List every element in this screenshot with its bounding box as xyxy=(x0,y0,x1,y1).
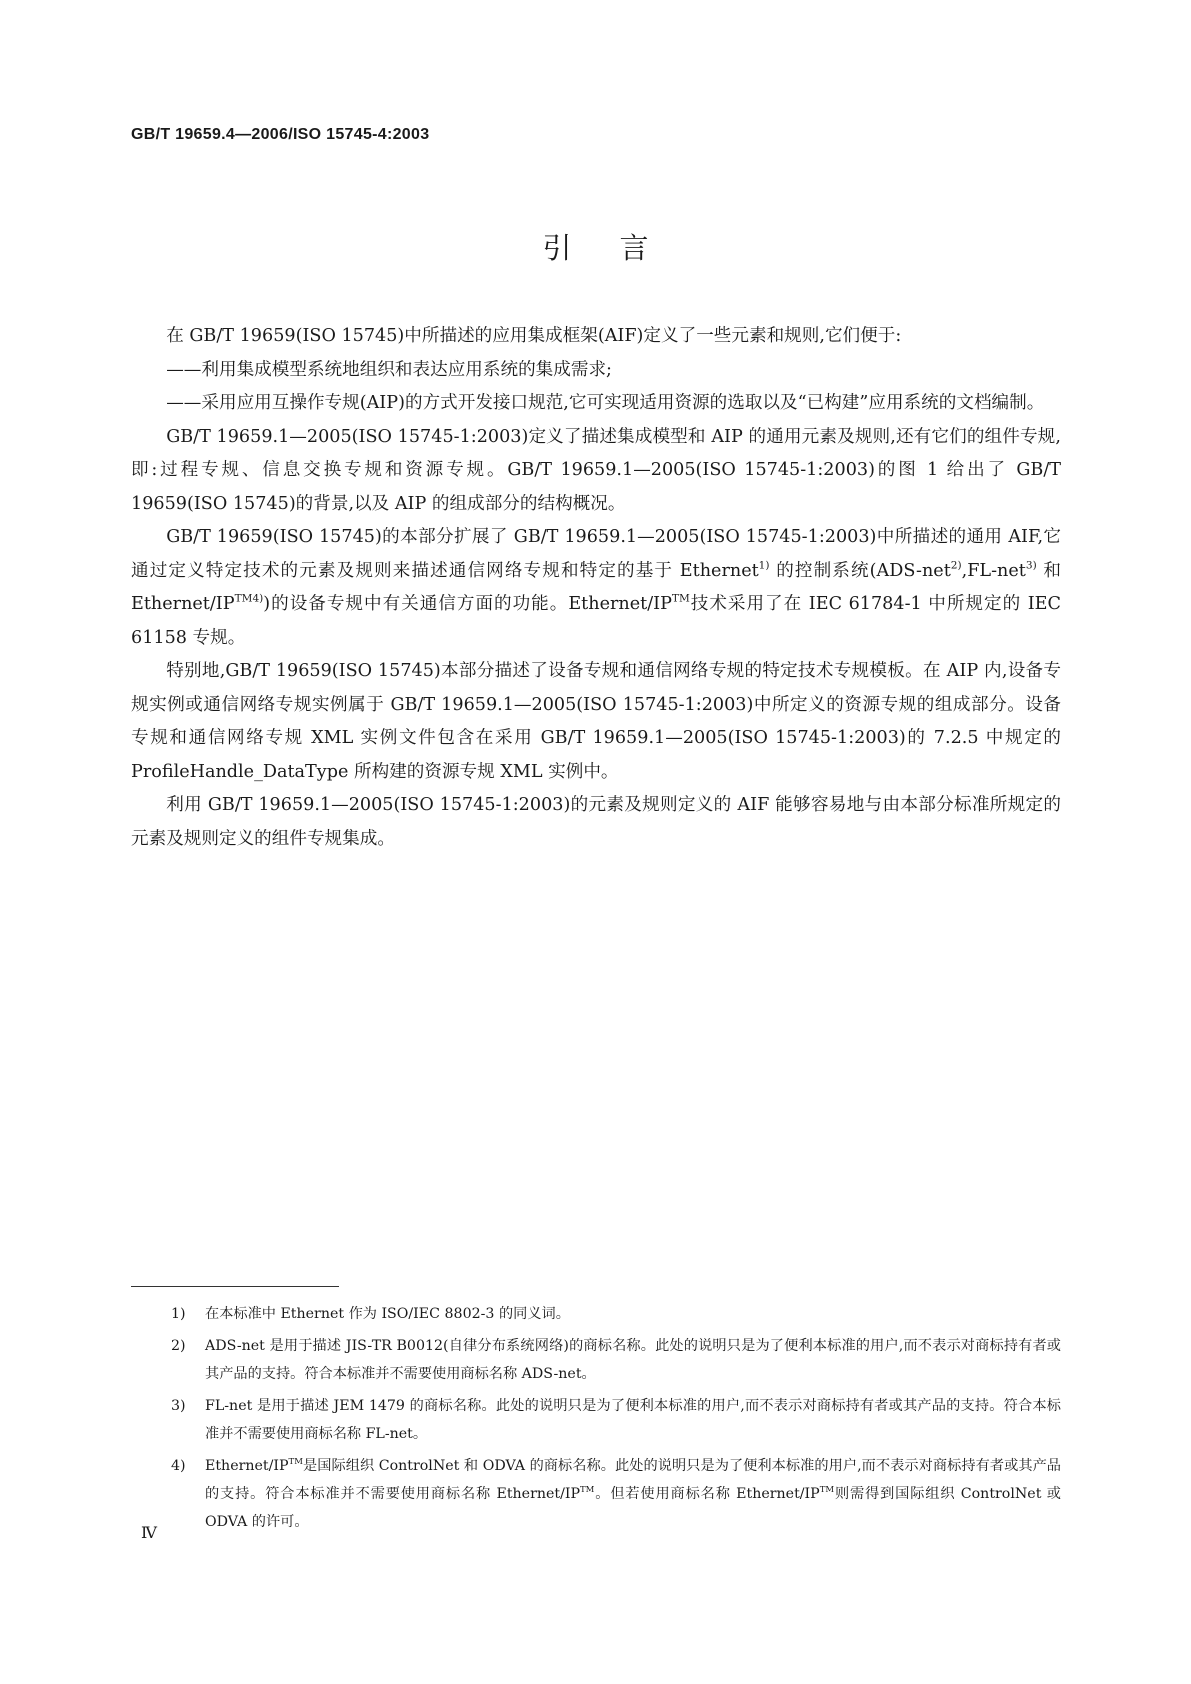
page-number: Ⅳ xyxy=(141,1523,157,1542)
footnote-divider xyxy=(131,1286,339,1287)
paragraph-templates: 特别地,GB/T 19659(ISO 15745)本部分描述了设备专规和通信网络专规的特定技术专规模板。在 AIP 内,设备专规实例或通信网络专规实例属于 GB/T 19659.1—2005(ISO 15745-1:2003)中所定义的资源专规的组成部分。设备专规和通信网络专规 XML 实例文件包含在采用 GB/T 19659.1—2005(ISO 15745-1:2003)的 7.2.5 中规定的 ProfileHandle_DataType 所构建的资源专规 XML 实例中。 xyxy=(131,661,1061,782)
footnotes xyxy=(131,1300,1061,1540)
paragraph-integration: 利用 GB/T 19659.1—2005(ISO 15745-1:2003)的元素及规则定义的 AIF 能够容易地与由本部分标准所规定的元素及规则定义的组件专规集成。 xyxy=(131,795,1061,849)
footnote-text: ADS-net 是用于描述 JIS-TR B0012(自律分布系统网络)的商标名称。此处的说明只是为了便利本标准的用户,而不表示对商标持有者或其产品的支持。符合本标准并不需要使用商标名称 ADS-net。 xyxy=(205,1338,1061,1382)
paragraph-part1-overview: GB/T 19659.1—2005(ISO 15745-1:2003)定义了描述集成模型和 AIP 的通用元素及规则,还有它们的组件专规,即:过程专规、信息交换专规和资源专规。GB/T 19659.1—2005(ISO 15745-1:2003)的图 1 给出了 GB/T 19659(ISO 15745)的背景,以及 AIP 的组成部分的结构概况。 xyxy=(131,426,1061,514)
text-run: GB/T 19659(ISO 15745)的本部分扩展了 GB/T 19659.1—2005(ISO 15745-1:2003)中所描述的通用 AIF,它通过定义特定技术的元素及规则来描述通信网络专规和特定的基于 Ethernet xyxy=(131,527,1061,581)
list-item-text: 采用应用互操作专规(AIP)的方式开发接口规范,它可实现适用资源的选取以及“已构建”应用系统的文档编制。 xyxy=(201,393,1045,413)
footnote-3 xyxy=(131,1392,1061,1448)
trademark-mark: TM xyxy=(288,1457,303,1468)
text-run: ,FL-net xyxy=(961,560,1026,581)
trademark-mark: TM xyxy=(580,1485,595,1496)
text-run: )的设备专规中有关通信方面的功能。Ethernet/IP xyxy=(263,594,672,614)
standard-number-header: GB/T 19659.4—2006/ISO 15745-4:2003 xyxy=(131,126,430,143)
footnote-4 xyxy=(131,1452,1061,1536)
footnote-ref-2: 2) xyxy=(950,559,962,572)
dash-mark: —— xyxy=(166,393,202,413)
footnote-mark: 4) xyxy=(171,1458,186,1474)
list-item-dash-2 xyxy=(131,387,1061,421)
text-run: Ethernet/IP xyxy=(205,1458,289,1474)
page-title: 引言 xyxy=(542,231,697,265)
dash-mark: —— xyxy=(166,359,202,380)
footnote-ref-3: 3) xyxy=(1025,559,1037,572)
footnote-ref-1: 1) xyxy=(758,559,770,572)
introduction-body xyxy=(131,320,1061,856)
text-run: 的控制系统(ADS-net xyxy=(769,560,951,581)
list-item-text: 利用集成模型系统地组织和表达应用系统的集成需求; xyxy=(201,359,612,380)
footnote-text xyxy=(205,1452,1061,1536)
trademark-mark: TM xyxy=(819,1485,835,1496)
footnote-mark: 1) xyxy=(171,1306,186,1322)
text-run: 是国际组织 ControlNet 和 ODVA 的商标名称。此处的说明只是为了便利本标准的用户,而不表示对商标持有者或其产品的支持。符合本标准并不需要使用商标名称 Ethernet/IP xyxy=(205,1458,1061,1502)
footnote-2 xyxy=(131,1332,1061,1388)
list-item-dash-1 xyxy=(131,354,1061,388)
footnote-mark: 3) xyxy=(171,1398,186,1414)
trademark-footnote-ref-4: TM4) xyxy=(234,592,264,605)
paragraph-intro: 在 GB/T 19659(ISO 15745)中所描述的应用集成框架(AIF)定义了一些元素和规则,它们便于: xyxy=(166,326,902,346)
text-run: 技术采用了在 IEC 61784-1 中所规定的 IEC 61158 专规。 xyxy=(131,594,1061,648)
footnote-1 xyxy=(131,1300,1061,1328)
text-run: 则需得到国际组织 ControlNet 或 ODVA 的许可。 xyxy=(205,1486,1061,1530)
trademark-mark: TM xyxy=(671,592,690,605)
text-run: 。但若使用商标名称 Ethernet/IP xyxy=(594,1486,820,1502)
footnote-text: 在本标准中 Ethernet 作为 ISO/IEC 8802-3 的同义词。 xyxy=(205,1306,570,1322)
footnote-mark: 2) xyxy=(171,1338,186,1354)
footnote-text: FL-net 是用于描述 JEM 1479 的商标名称。此处的说明只是为了便利本标准的用户,而不表示对商标持有者或其产品的支持。符合本标准并不需要使用商标名称 FL-net。 xyxy=(205,1398,1061,1442)
text-run: 和 Ethernet/IP xyxy=(131,560,1061,614)
paragraph-part4-scope xyxy=(131,521,1061,655)
